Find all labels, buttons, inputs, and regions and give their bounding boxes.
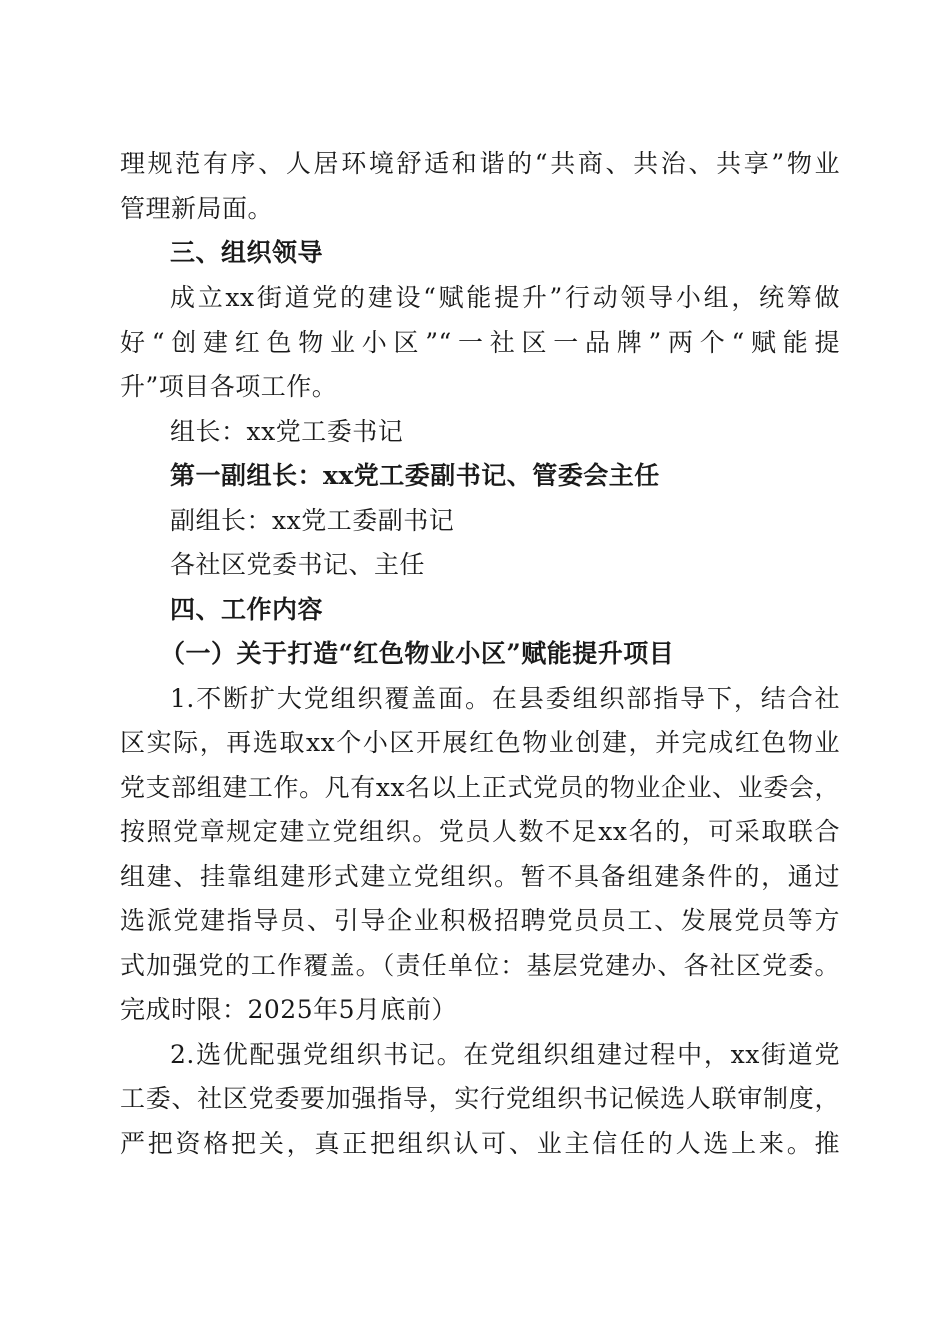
paragraph-line: 组建、挂靠组建形式建立党组织。暂不具备组建条件的，通过 xyxy=(120,862,840,891)
paragraph-line: 严把资格把关，真正把组织认可、业主信任的人选上来。推 xyxy=(120,1129,840,1158)
paragraph-line: 理规范有序、人居环境舒适和谐的“共商、共治、共享”物业 xyxy=(120,149,840,178)
section-heading-organization: 三、组织领导 xyxy=(170,238,324,267)
members-line: 各社区党委书记、主任 xyxy=(170,550,426,579)
paragraph-line: 成立xx街道党的建设“赋能提升”行动领导小组，统筹做 xyxy=(170,283,840,312)
paragraph-line: 2.选优配强党组织书记。在党组织组建过程中，xx街道党 xyxy=(170,1040,840,1069)
paragraph-line: 管理新局面。 xyxy=(120,194,274,223)
leader-line: 组长：xx党工委书记 xyxy=(170,417,404,446)
subsection-heading: （一）关于打造“红色物业小区”赋能提升项目 xyxy=(160,639,675,668)
paragraph-line: 党支部组建工作。凡有xx名以上正式党员的物业企业、业委会， xyxy=(120,773,840,802)
first-deputy-leader-line: 第一副组长：xx党工委副书记、管委会主任 xyxy=(170,461,660,490)
paragraph-line: 式加强党的工作覆盖。（责任单位：基层党建办、各社区党委。 xyxy=(120,951,840,980)
paragraph-line: 升”项目各项工作。 xyxy=(120,372,338,401)
paragraph-line: 好“创建红色物业小区”“一社区一品牌”两个“赋能提 xyxy=(120,328,840,357)
section-heading-work-content: 四、工作内容 xyxy=(170,595,324,624)
deputy-leader-line: 副组长：xx党工委副书记 xyxy=(170,506,455,535)
paragraph-line: 选派党建指导员、引导企业积极招聘党员员工、发展党员等方 xyxy=(120,906,840,935)
paragraph-line: 工委、社区党委要加强指导，实行党组织书记候选人联审制度， xyxy=(120,1084,840,1113)
paragraph-line: 区实际，再选取xx个小区开展红色物业创建，并完成红色物业 xyxy=(120,728,840,757)
paragraph-line: 完成时限：2025年5月底前） xyxy=(120,995,458,1024)
paragraph-line: 按照党章规定建立党组织。党员人数不足xx名的，可采取联合 xyxy=(120,817,840,846)
paragraph-line: 1.不断扩大党组织覆盖面。在县委组织部指导下，结合社 xyxy=(170,684,840,713)
